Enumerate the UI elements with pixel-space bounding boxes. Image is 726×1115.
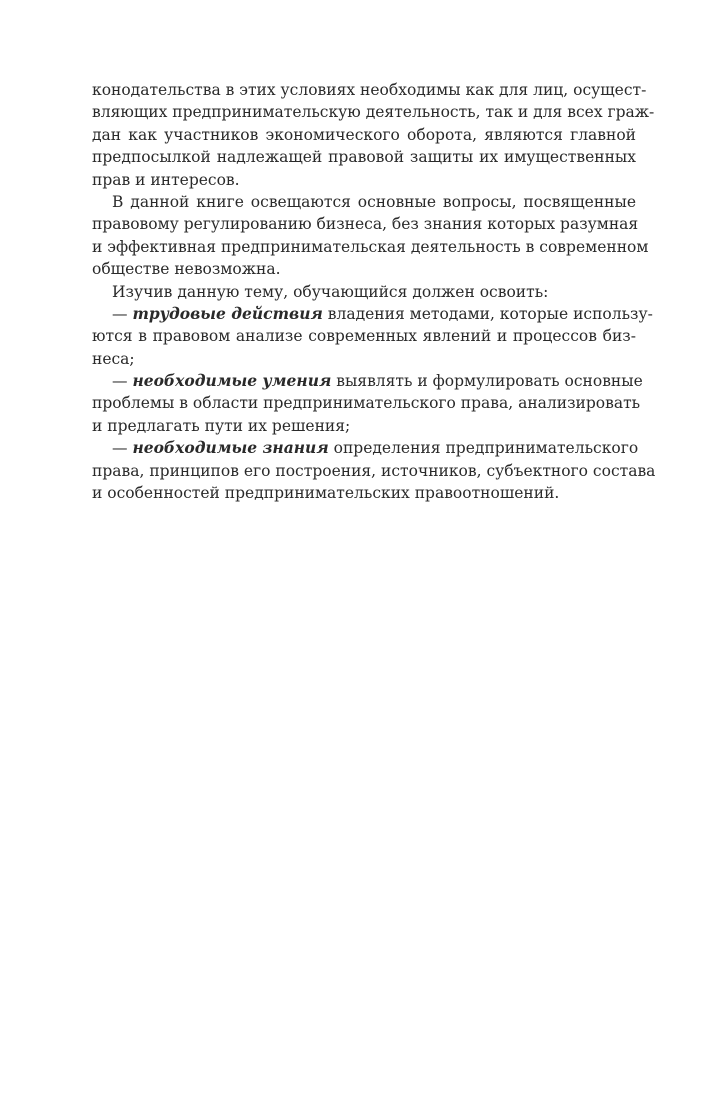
emphasis-term: необходимые умения xyxy=(132,371,332,391)
text-line: В данной книге освещаются основные вопросы, посвященные xyxy=(112,192,636,211)
list-item-skills xyxy=(92,370,643,437)
text-line: прав и интересов. xyxy=(92,170,240,189)
text-line: права, принципов его построения, источников, субъектного состава xyxy=(92,461,656,480)
text-line: предпосылкой надлежащей правовой защиты их имущественных xyxy=(92,148,636,167)
line-text: владения методами, которые использу- xyxy=(327,304,653,323)
text-line xyxy=(92,303,653,325)
text-line: ются в правовом анализе современных явлений и процессов биз- xyxy=(92,327,636,346)
text-line: и особенностей предпринимательских правоотношений. xyxy=(92,484,560,503)
text-line: вляющих предпринимательскую деятельность, так и для всех граж- xyxy=(92,103,655,122)
text-line: дан как участников экономического оборота, являются главной xyxy=(92,125,636,144)
paragraph-learning-goals xyxy=(92,281,636,303)
list-item-knowledge xyxy=(92,437,656,504)
emphasis-term: трудовые действия xyxy=(132,303,323,323)
text-line xyxy=(92,370,643,392)
text-line: и предлагать пути их решения; xyxy=(92,416,351,435)
dash: — xyxy=(112,304,128,323)
line-text: выявлять и формулировать основные xyxy=(336,372,643,391)
text-line: и эффективная предпринимательская деятельность в современном xyxy=(92,237,649,256)
emphasis-term: необходимые знания xyxy=(132,438,329,458)
text-line: проблемы в области предпринимательского права, анализировать xyxy=(92,394,641,413)
line-text: определения предпринимательского xyxy=(333,439,639,458)
list-item-labor-actions xyxy=(92,303,653,370)
text-line: правовому регулированию бизнеса, без знания которых разумная xyxy=(92,215,639,234)
text-line: Изучив данную тему, обучающийся должен освоить: xyxy=(112,282,549,301)
dash: — xyxy=(112,372,128,391)
paragraph-intro xyxy=(92,79,655,191)
text-line: неса; xyxy=(92,349,135,368)
text-line: обществе невозможна. xyxy=(92,260,281,279)
document-body xyxy=(92,79,656,504)
text-line: конодательства в этих условиях необходимы как для лиц, осущест- xyxy=(92,81,647,99)
text-line xyxy=(92,437,639,459)
paragraph-book-scope xyxy=(92,191,649,281)
dash: — xyxy=(112,439,128,458)
